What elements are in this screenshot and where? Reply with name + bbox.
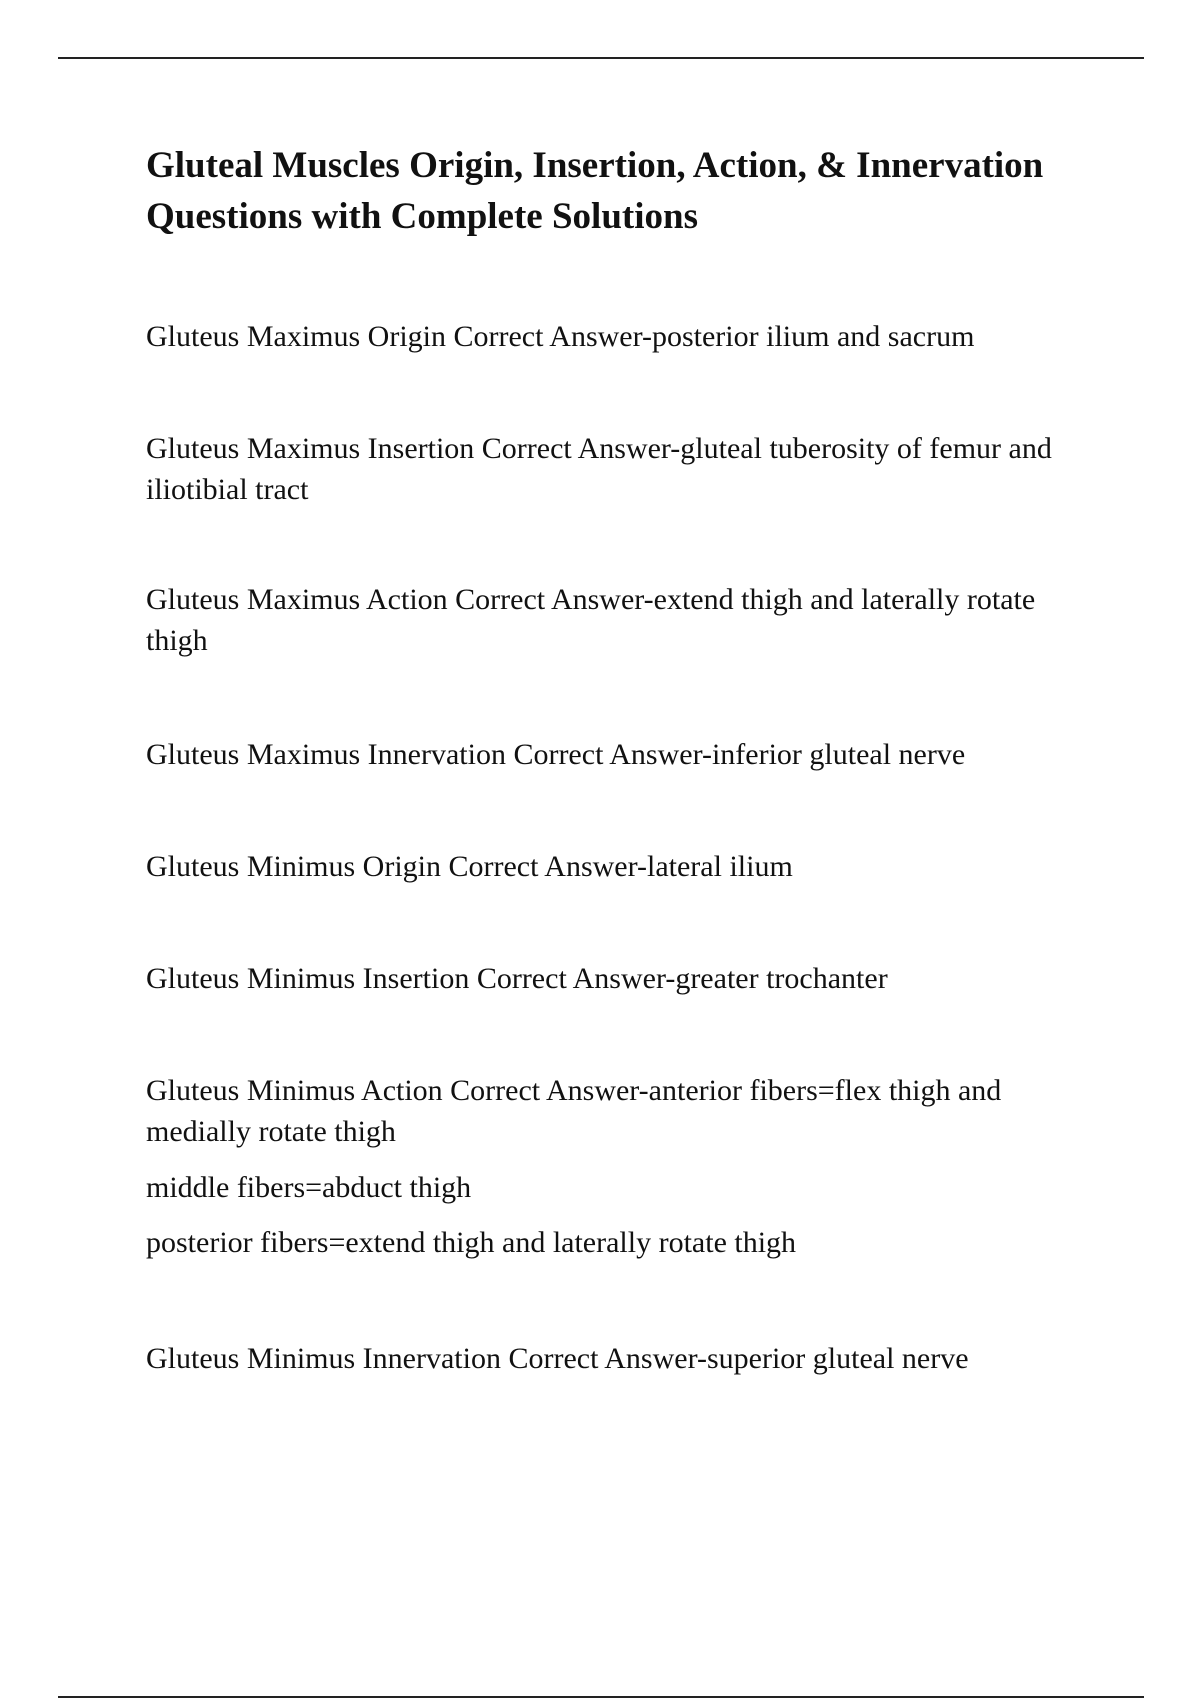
qa-item: Gluteus Minimus Origin Correct Answer-lateral ilium	[146, 850, 793, 883]
qa-item: Gluteus Maximus Origin Correct Answer-posterior ilium and sacrum	[146, 320, 975, 353]
qa-item-extra-line: posterior fibers=extend thigh and laterally rotate thigh	[146, 1226, 797, 1259]
qa-item-extra-line: middle fibers=abduct thigh	[146, 1171, 472, 1204]
header-rule	[58, 57, 1144, 59]
qa-item: Gluteus Minimus Insertion Correct Answer-greater trochanter	[146, 962, 888, 995]
qa-item: Gluteus Minimus Action Correct Answer-anterior fibers=flex thigh and medially rotate thigh	[146, 1074, 1002, 1148]
qa-item: Gluteus Minimus Innervation Correct Answer-superior gluteal nerve	[146, 1342, 969, 1375]
document-title: Gluteal Muscles Origin, Insertion, Action, & Innervation Questions with Complete Solutions	[146, 145, 1044, 237]
footer-rule	[58, 1696, 1144, 1698]
qa-item: Gluteus Maximus Innervation Correct Answer-inferior gluteal nerve	[146, 738, 966, 771]
qa-item: Gluteus Maximus Insertion Correct Answer-gluteal tuberosity of femur and iliotibial tract	[146, 432, 1052, 506]
qa-item: Gluteus Maximus Action Correct Answer-extend thigh and laterally rotate thigh	[146, 583, 1036, 657]
